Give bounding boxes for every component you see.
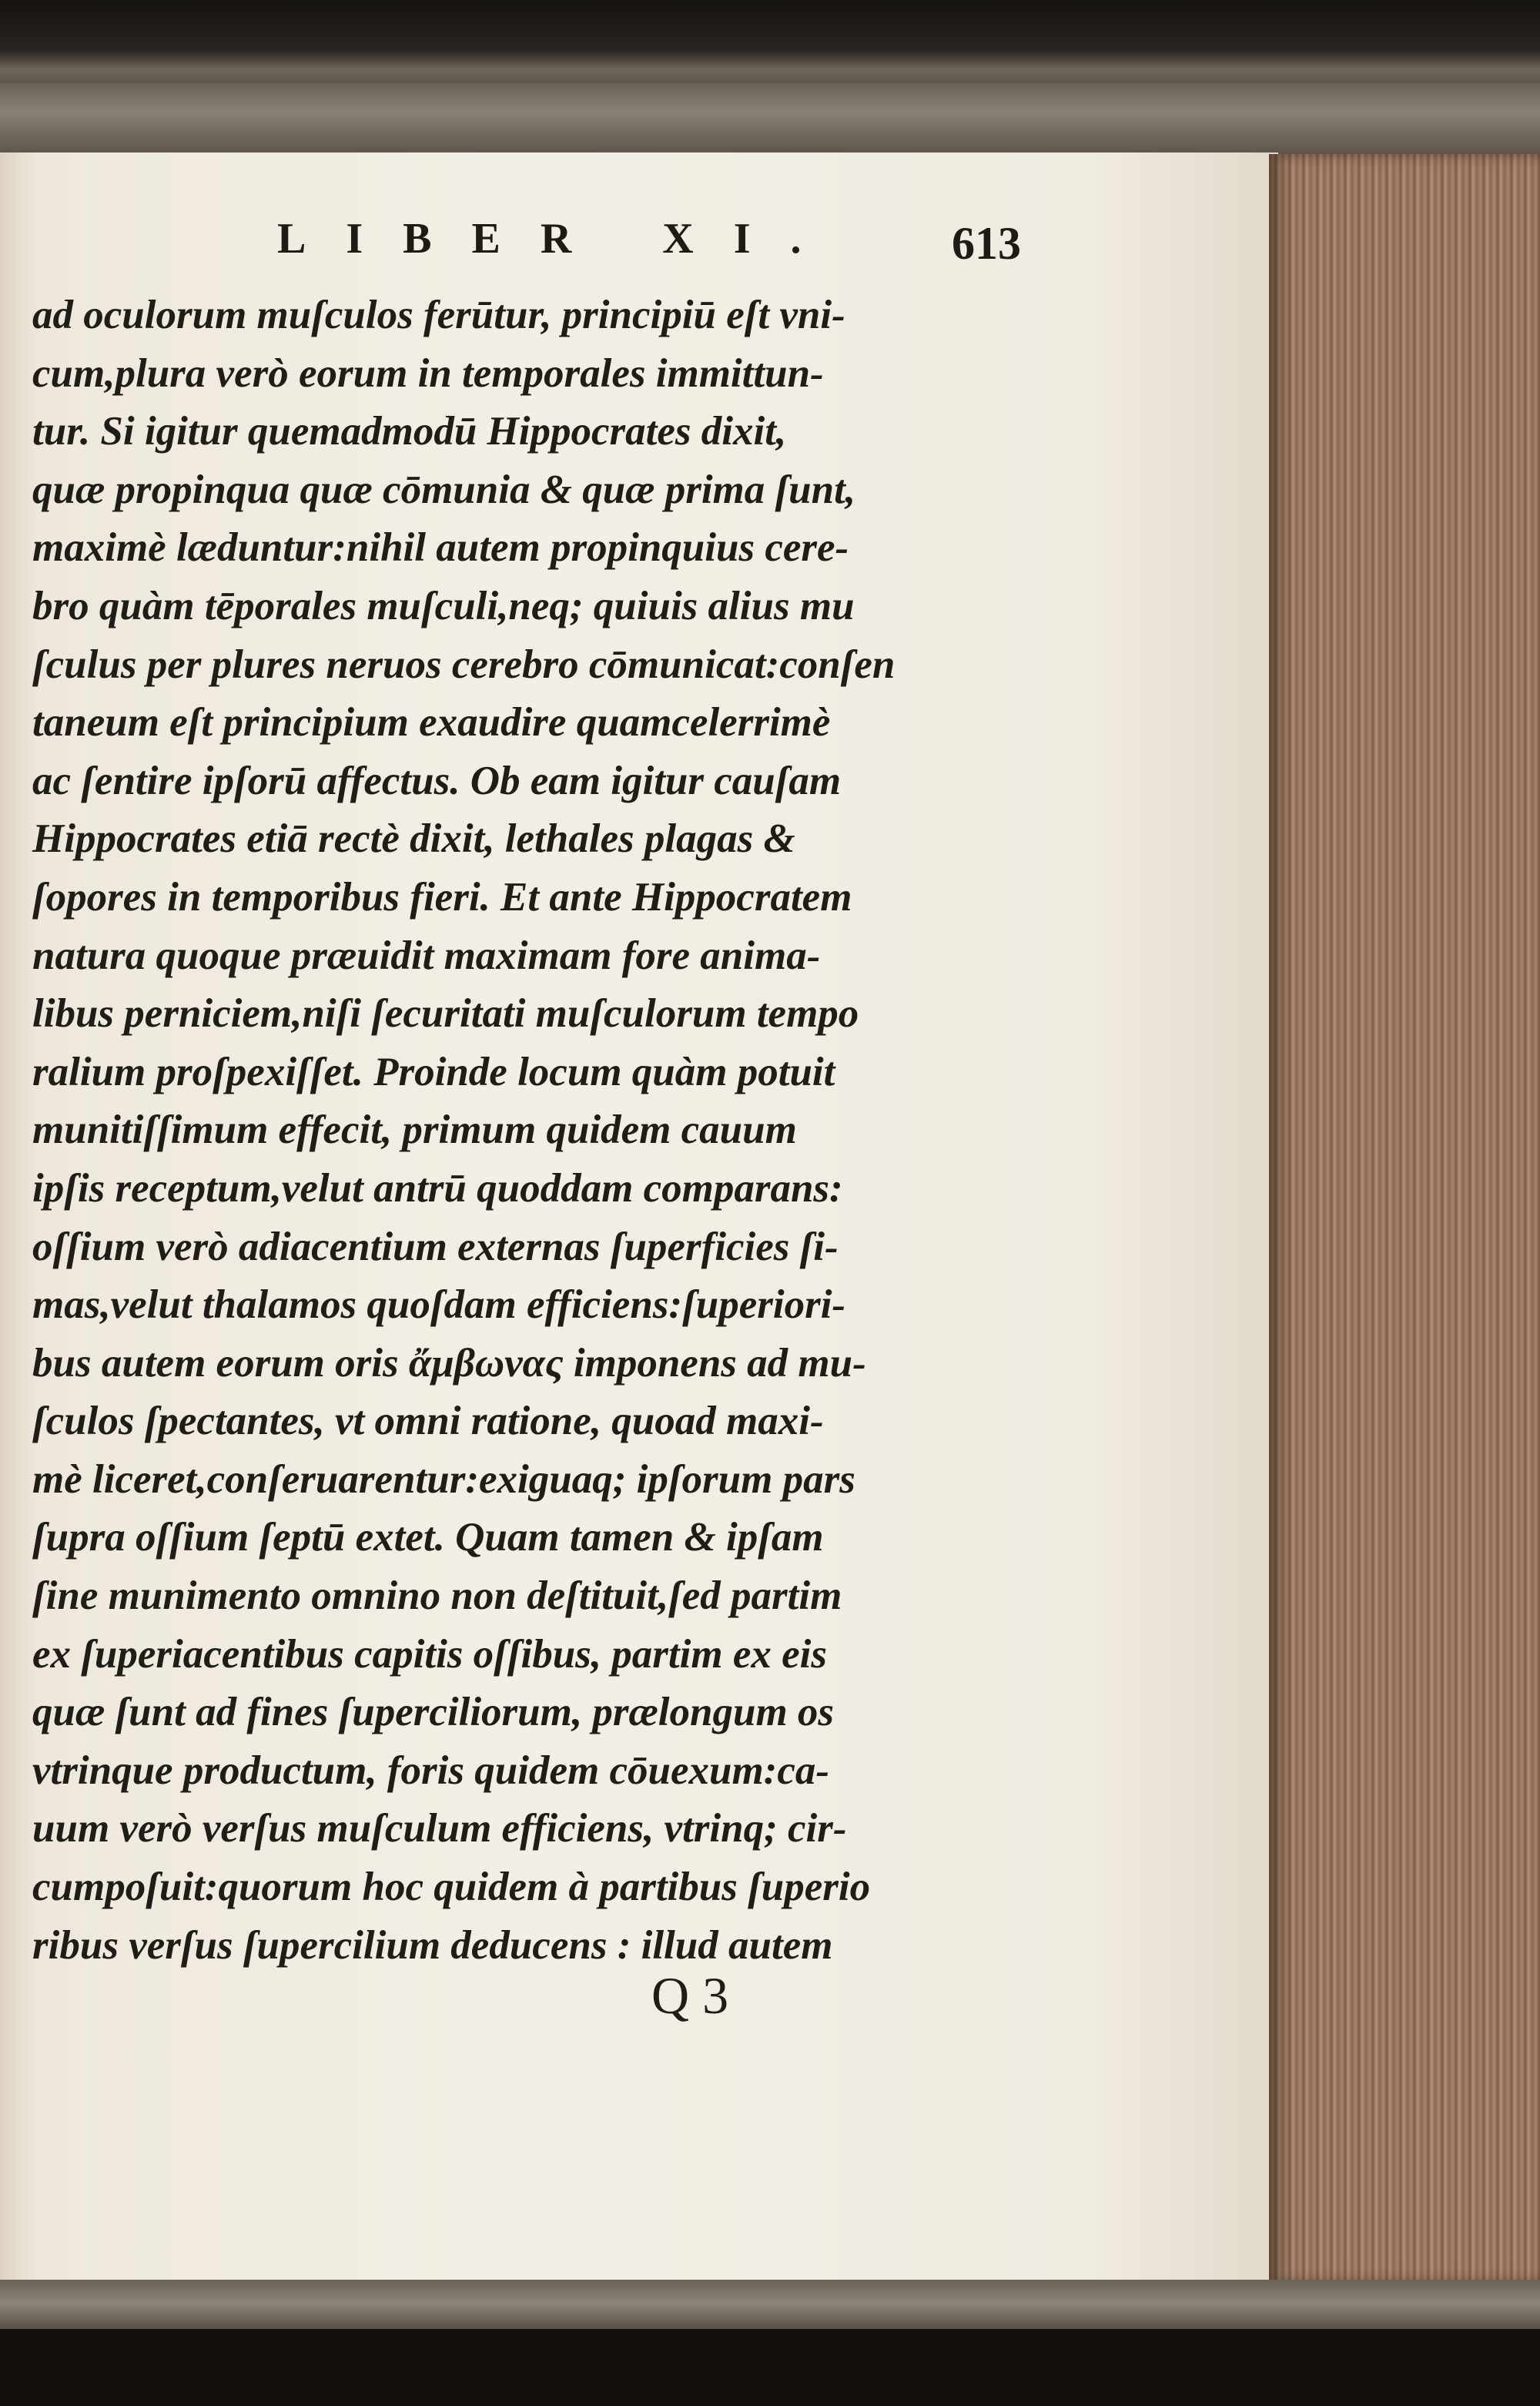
dark-background-bottom xyxy=(0,2329,1540,2406)
text-line: maximè læduntur:nihil autem propinquius cere- xyxy=(32,525,849,571)
text-line: ſculus per plures neruos cerebro cōmunicat:conſen xyxy=(32,642,896,687)
book-bottom-edge xyxy=(0,2280,1540,2334)
text-line: quæ ſunt ad fines ſuperciliorum, prælongum os xyxy=(32,1690,835,1735)
text-line: ac ſentire ipſorū affectus. Ob eam igitur cauſam xyxy=(32,758,842,803)
text-line: libus perniciem,niſi ſecuritati muſculorum tempo xyxy=(32,991,859,1037)
text-line: bro quàm tēporales muſculi,neq; quiuis alius mu xyxy=(32,583,855,628)
text-line: Hippocrates etiā rectè dixit, lethales plagas & xyxy=(32,816,795,862)
book-fore-edge xyxy=(1269,154,1540,2283)
page-number: 613 xyxy=(952,218,1021,269)
text-line: ſopores in temporibus fieri. Et ante Hippocratem xyxy=(32,874,852,920)
text-line: vtrinque productum, foris quidem cōuexum:ca- xyxy=(32,1748,830,1793)
dark-background-top xyxy=(0,0,1540,92)
running-title: LIBER XI. xyxy=(277,215,842,263)
body-text xyxy=(32,287,964,1975)
text-line: ralium proſpexiſſet. Proinde locum quàm potuit xyxy=(32,1049,835,1094)
text-line: quæ propinqua quæ cōmunia & quæ prima ſunt, xyxy=(32,467,856,512)
signature-mark: Q 3 xyxy=(651,1966,729,2025)
text-line: cum,plura verò eorum in temporales immittun- xyxy=(32,350,824,396)
text-line: oſſium verò adiacentium externas ſuperficies ſi- xyxy=(32,1224,839,1269)
text-line: munitiſſimum effecit, primum quidem cauum xyxy=(32,1107,797,1153)
text-line: uum verò verſus muſculum efficiens, vtrinq; cir- xyxy=(32,1806,847,1851)
text-line: ribus verſus ſupercilium deducens : illud autem xyxy=(32,1922,833,1968)
text-line: mas,velut thalamos quoſdam efficiens:ſuperiori- xyxy=(32,1282,846,1328)
text-line: ex ſuperiacentibus capitis oſſibus, partim ex eis xyxy=(32,1631,827,1677)
text-line: taneum eſt principium exaudire quamcelerrimè xyxy=(32,700,831,746)
text-line: ſculos ſpectantes, vt omni ratione, quoad maxi- xyxy=(32,1399,824,1444)
book-top-edge xyxy=(0,83,1540,154)
text-line: bus autem eorum oris ἄμβωνας imponens ad mu- xyxy=(32,1340,866,1386)
text-line: ipſis receptum,velut antrū quoddam comparans: xyxy=(32,1165,843,1211)
text-line: ſine munimento omnino non deſtituit,ſed partim xyxy=(32,1573,842,1619)
text-line: ad oculorum muſculos ferūtur, principiū eſt vni- xyxy=(32,293,845,337)
text-line: ſupra oſſium ſeptū extet. Quam tamen & ipſam xyxy=(32,1515,824,1560)
text-line: cumpoſuit:quorum hoc quidem à partibus ſuperio xyxy=(32,1865,871,1910)
text-line: tur. Si igitur quemadmodū Hippocrates dixit, xyxy=(32,409,787,454)
text-line: natura quoque præuidit maximam fore anima- xyxy=(32,933,821,978)
text-line: mè liceret,conſeruarentur:exiguaq; ipſorum pars xyxy=(32,1456,855,1502)
